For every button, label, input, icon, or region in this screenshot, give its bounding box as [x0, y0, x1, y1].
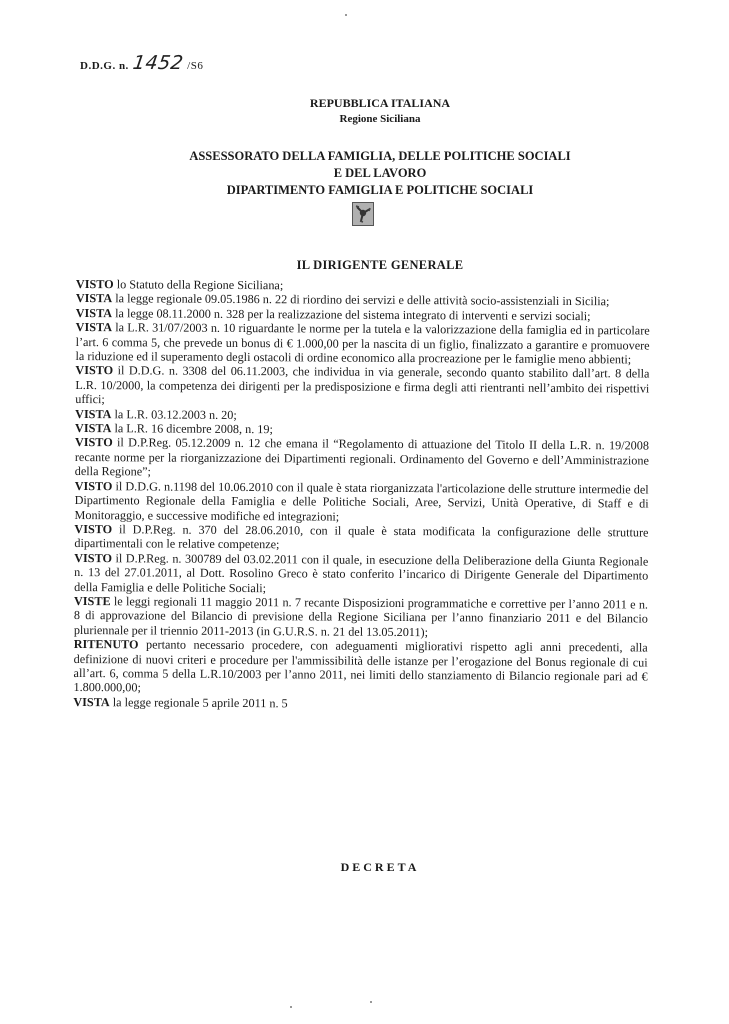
recital-paragraph — [73, 637, 647, 698]
decreta-heading: DECRETA — [340, 860, 420, 874]
decree-reference — [80, 52, 203, 74]
recital-paragraph — [74, 551, 648, 598]
header-dipartimento: DIPARTIMENTO FAMIGLIA E POLITICHE SOCIALI — [226, 183, 534, 197]
recital-paragraph — [73, 695, 647, 713]
scan-speck — [370, 1001, 372, 1003]
document-title: IL DIRIGENTE GENERALE — [296, 258, 464, 272]
recital-lead: VISTO — [75, 363, 114, 378]
recital-text: la legge regionale 09.05.1986 n. 22 di riordino dei servizi e delle attività socio-assistenziali in Sicilia; — [112, 291, 610, 309]
recital-text: le leggi regionali 11 maggio 2011 n. 7 recante Disposizioni programmatiche e correttive per l’anno 2011 e n. 8 di approvazione del Bilancio di previsione della Regione Siciliana per l’anno finanziario 2011 e del Bilancio pluriennale per il triennio 2011-2013 (in G.U.R.S. n. 21 del 13.05.2011); — [73, 594, 649, 639]
recital-text: pertanto necessario procedere, con adeguamenti migliorativi rispetto agli anni precedenti, alla definizione di nuovi criteri e procedure per l'ammissibilità delle istanze per l’erogazione del Bonus regionale di cui all’art. 6, comma 5 della L.R.10/2003 per l’anno 2011, nei limiti dello stanziamento di Bilancio regionale pari ad € 1.800.000,00; — [73, 637, 648, 695]
recital-lead: VISTO — [74, 521, 113, 537]
recital-lead: VISTA — [75, 305, 113, 321]
header-lavoro: E DEL LAVORO — [333, 166, 427, 180]
recital-text: la L.R. 16 dicembre 2008, n. 19; — [111, 421, 273, 437]
reference-prefix: D.D.G. n. — [80, 60, 129, 72]
recital-text: la L.R. 31/07/2003 n. 10 riguardante le norme per la tutela e la valorizzazione della famiglia ed in particolare l’art. 6 comma 5, che prevede un bonus di € 1.000,00 per la nascita di un figlio, finalizzato a garantire e promuovere la riduzione ed il superamento degli ostacoli di ordine economico alla procreazione per le famiglie meno abbienti; — [75, 320, 650, 367]
recital-paragraph — [75, 435, 649, 482]
scan-speck — [345, 14, 347, 16]
reference-suffix: /S6 — [187, 60, 204, 72]
header-assessorato: ASSESSORATO DELLA FAMIGLIA, DELLE POLITICHE SOCIALI — [189, 149, 571, 163]
recital-text: il D.D.G. n. 3308 del 06.11.2003, che individua in via generale, secondo quanto stabilito dall’art. 8 della L.R. 10/2000, la competenza dei dirigenti per la predisposizione e firma degli atti rientranti nell’ambito dei rispettivi uffici; — [75, 363, 650, 407]
recital-text: la legge regionale 5 aprile 2011 n. 5 — [109, 694, 288, 711]
recital-paragraph — [75, 363, 649, 410]
recital-text: la legge 08.11.2000 n. 328 per la realizzazione del sistema integrato di interventi e servizi sociali; — [112, 306, 591, 323]
header-department — [100, 148, 660, 199]
recital-lead: VISTA — [73, 694, 110, 709]
recital-text: il D.P.Reg. n. 300789 del 03.02.2011 con il quale, in esecuzione della Deliberazione della Giunta Regionale n. 13 del 27.01.2011, al Dott. Rosolino Greco è stato conferito l’incarico di Dirigente Generale del Dipartimento della Famiglia e delle Politiche Sociali; — [74, 550, 649, 595]
recital-text: il D.P.Reg. n. 370 del 28.06.2010, con il quale è stata modificata la configurazione delle strutture dipartimentali con le relative competenze; — [74, 522, 649, 552]
recital-paragraph — [75, 479, 649, 526]
recital-text: la L.R. 03.12.2003 n. 20; — [111, 406, 237, 422]
recital-lead: RITENUTO — [73, 637, 139, 652]
scan-speck — [290, 1006, 292, 1008]
recital-lead: VISTO — [74, 435, 113, 450]
recital-text: lo Statuto della Regione Siciliana; — [113, 277, 284, 293]
recital-lead: VISTO — [74, 550, 113, 565]
recital-text: il D.D.G. n.1198 del 10.06.2010 con il quale è stata riorganizzata l'articolazione delle strutture intermedie del Dipartimento Regionale della Famiglia e delle Politiche Sociali, Aree, Servizi, Unità Operative, di Staff e di Monitoraggio, e successive modifiche ed integrazioni; — [74, 478, 649, 524]
recital-lead: VISTA — [75, 291, 113, 306]
recital-text: il D.P.Reg. 05.12.2009 n. 12 che emana il “Regolamento di attuazione del Titolo II della L.R. n. 19/2008 recante norme per la riorganizzazione dei Dipartimenti regionali. Ordinamento del Governo e dell’Amministrazione della Regione”; — [74, 435, 650, 479]
header-region: Regione Siciliana — [339, 113, 421, 125]
recital-paragraph — [74, 522, 648, 554]
header-republic: REPUBBLICA ITALIANA — [309, 96, 451, 110]
recital-lead: VISTO — [74, 478, 113, 493]
recital-paragraph — [74, 594, 648, 641]
recital-lead: VISTA — [75, 406, 112, 421]
recital-lead: VISTE — [73, 593, 111, 609]
recital-lead: VISTA — [75, 320, 113, 335]
decree-body — [73, 277, 650, 713]
reference-number: 1452 — [131, 52, 185, 74]
trinacria-emblem-icon — [352, 202, 374, 226]
recital-paragraph — [75, 320, 649, 367]
recital-lead: VISTO — [75, 277, 114, 292]
recital-lead: VISTA — [75, 421, 112, 436]
